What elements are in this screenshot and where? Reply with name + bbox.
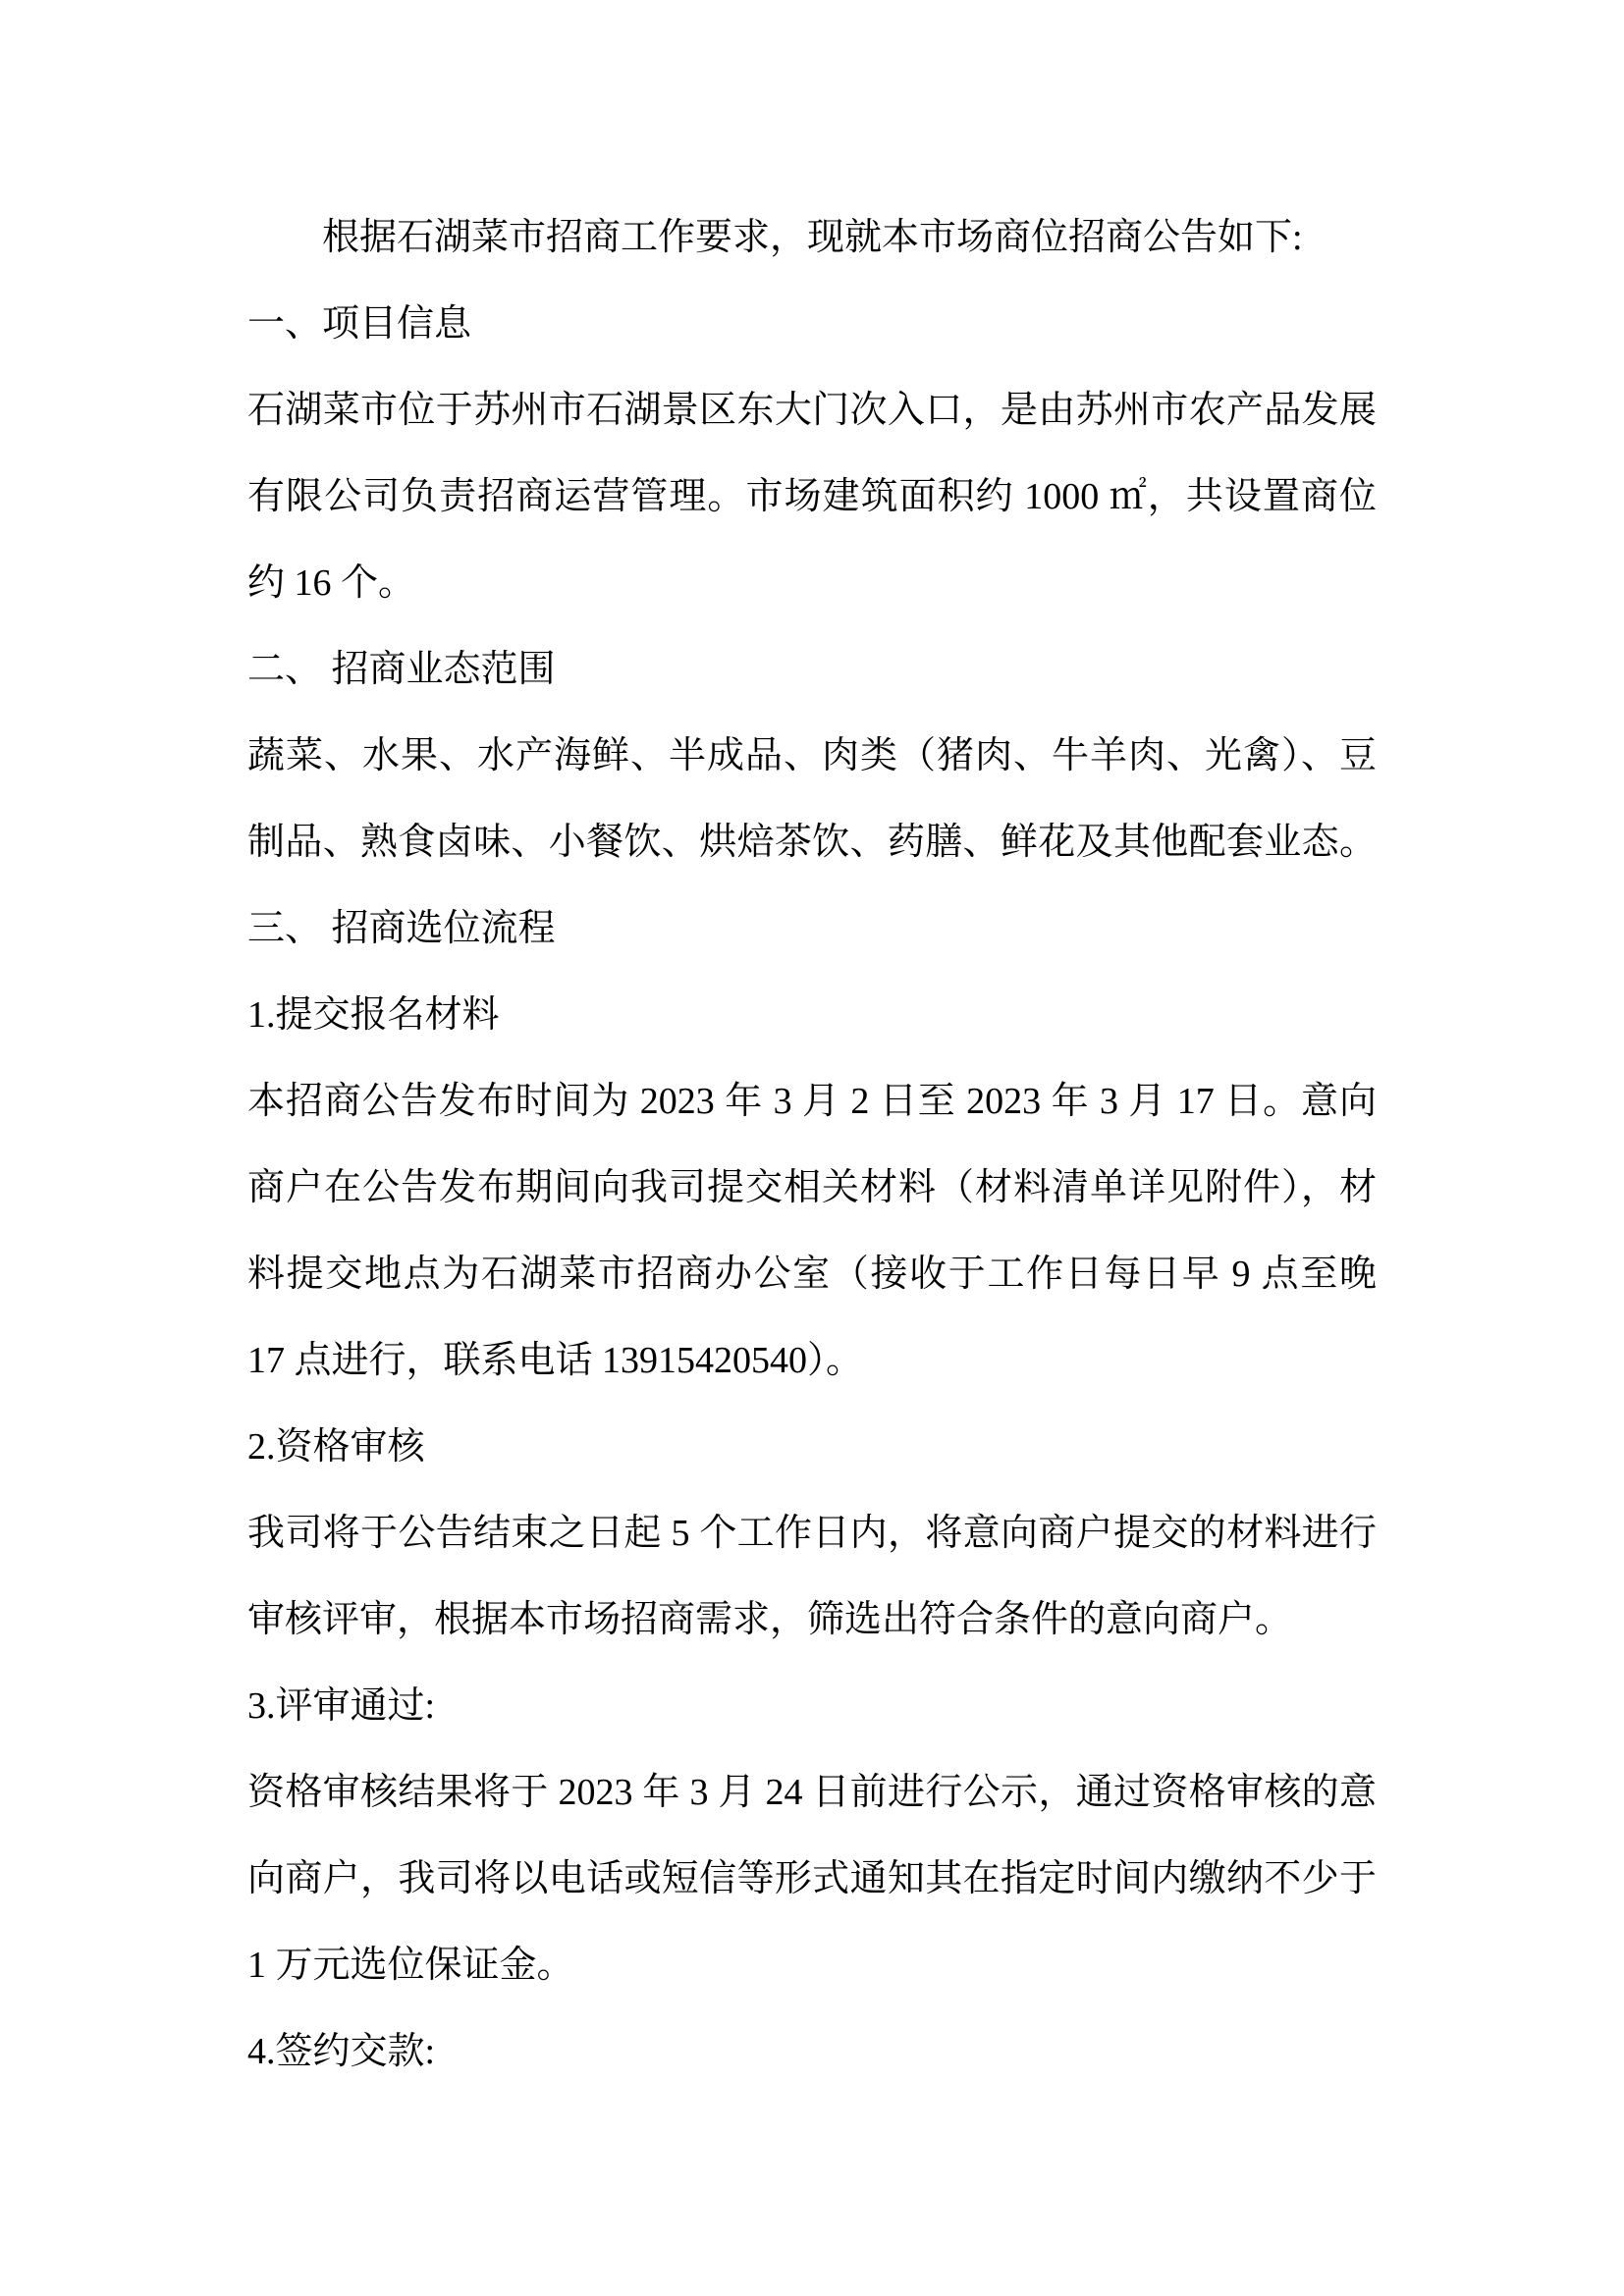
body-text-line: 向商户，我司将以电话或短信等形式通知其在指定时间内缴纳不少于 bbox=[247, 1858, 1377, 1899]
body-text-line: 有限公司负责招商运营管理。市场建筑面积约 1000 ㎡，共设置商位 bbox=[247, 476, 1377, 517]
body-text-line: 蔬菜、水果、水产海鲜、半成品、肉类（猪肉、牛羊肉、光禽）、豆 bbox=[247, 735, 1377, 776]
step-1-heading: 1.提交报名材料 bbox=[247, 994, 500, 1036]
document-body bbox=[247, 194, 1377, 2095]
body-text-line: 本招商公告发布时间为 2023 年 3 月 2 日至 2023 年 3 月 17 日。意向 bbox=[247, 1081, 1377, 1122]
step-4-heading: 4.签约交款: bbox=[247, 2031, 436, 2072]
body-text-line: 制品、熟食卤味、小餐饮、烘焙茶饮、药膳、鲜花及其他配套业态。 bbox=[247, 822, 1377, 863]
section-1-heading: 一、项目信息 bbox=[247, 303, 472, 345]
step-2-heading: 2.资格审核 bbox=[247, 1426, 425, 1468]
body-text-line: 约 16 个。 bbox=[247, 562, 416, 604]
section-2-heading: 二、 招商业态范围 bbox=[247, 649, 556, 690]
body-text-line: 料提交地点为石湖菜市招商办公室（接收于工作日每日早 9 点至晚 bbox=[247, 1254, 1377, 1295]
body-text-line: 石湖菜市位于苏州市石湖景区东大门次入口，是由苏州市农产品发展 bbox=[247, 390, 1377, 431]
body-text-line: 资格审核结果将于 2023 年 3 月 24 日前进行公示，通过资格审核的意 bbox=[247, 1772, 1377, 1813]
step-3-heading: 3.评审通过: bbox=[247, 1685, 436, 1727]
body-text-line: 审核评审，根据本市场招商需求，筛选出符合条件的意向商户。 bbox=[247, 1599, 1293, 1640]
body-text-line: 1 万元选位保证金。 bbox=[247, 1945, 574, 1986]
body-text-line: 17 点进行，联系电话 13915420540）。 bbox=[247, 1340, 864, 1381]
body-text-line: 我司将于公告结束之日起 5 个工作日内，将意向商户提交的材料进行 bbox=[247, 1513, 1377, 1554]
section-3-heading: 三、 招商选位流程 bbox=[247, 908, 556, 949]
body-text-line: 商户在公告发布期间向我司提交相关材料（材料清单详见附件），材 bbox=[247, 1167, 1377, 1208]
intro-paragraph-line: 根据石湖菜市招商工作要求，现就本市场商位招商公告如下: bbox=[322, 217, 1303, 258]
